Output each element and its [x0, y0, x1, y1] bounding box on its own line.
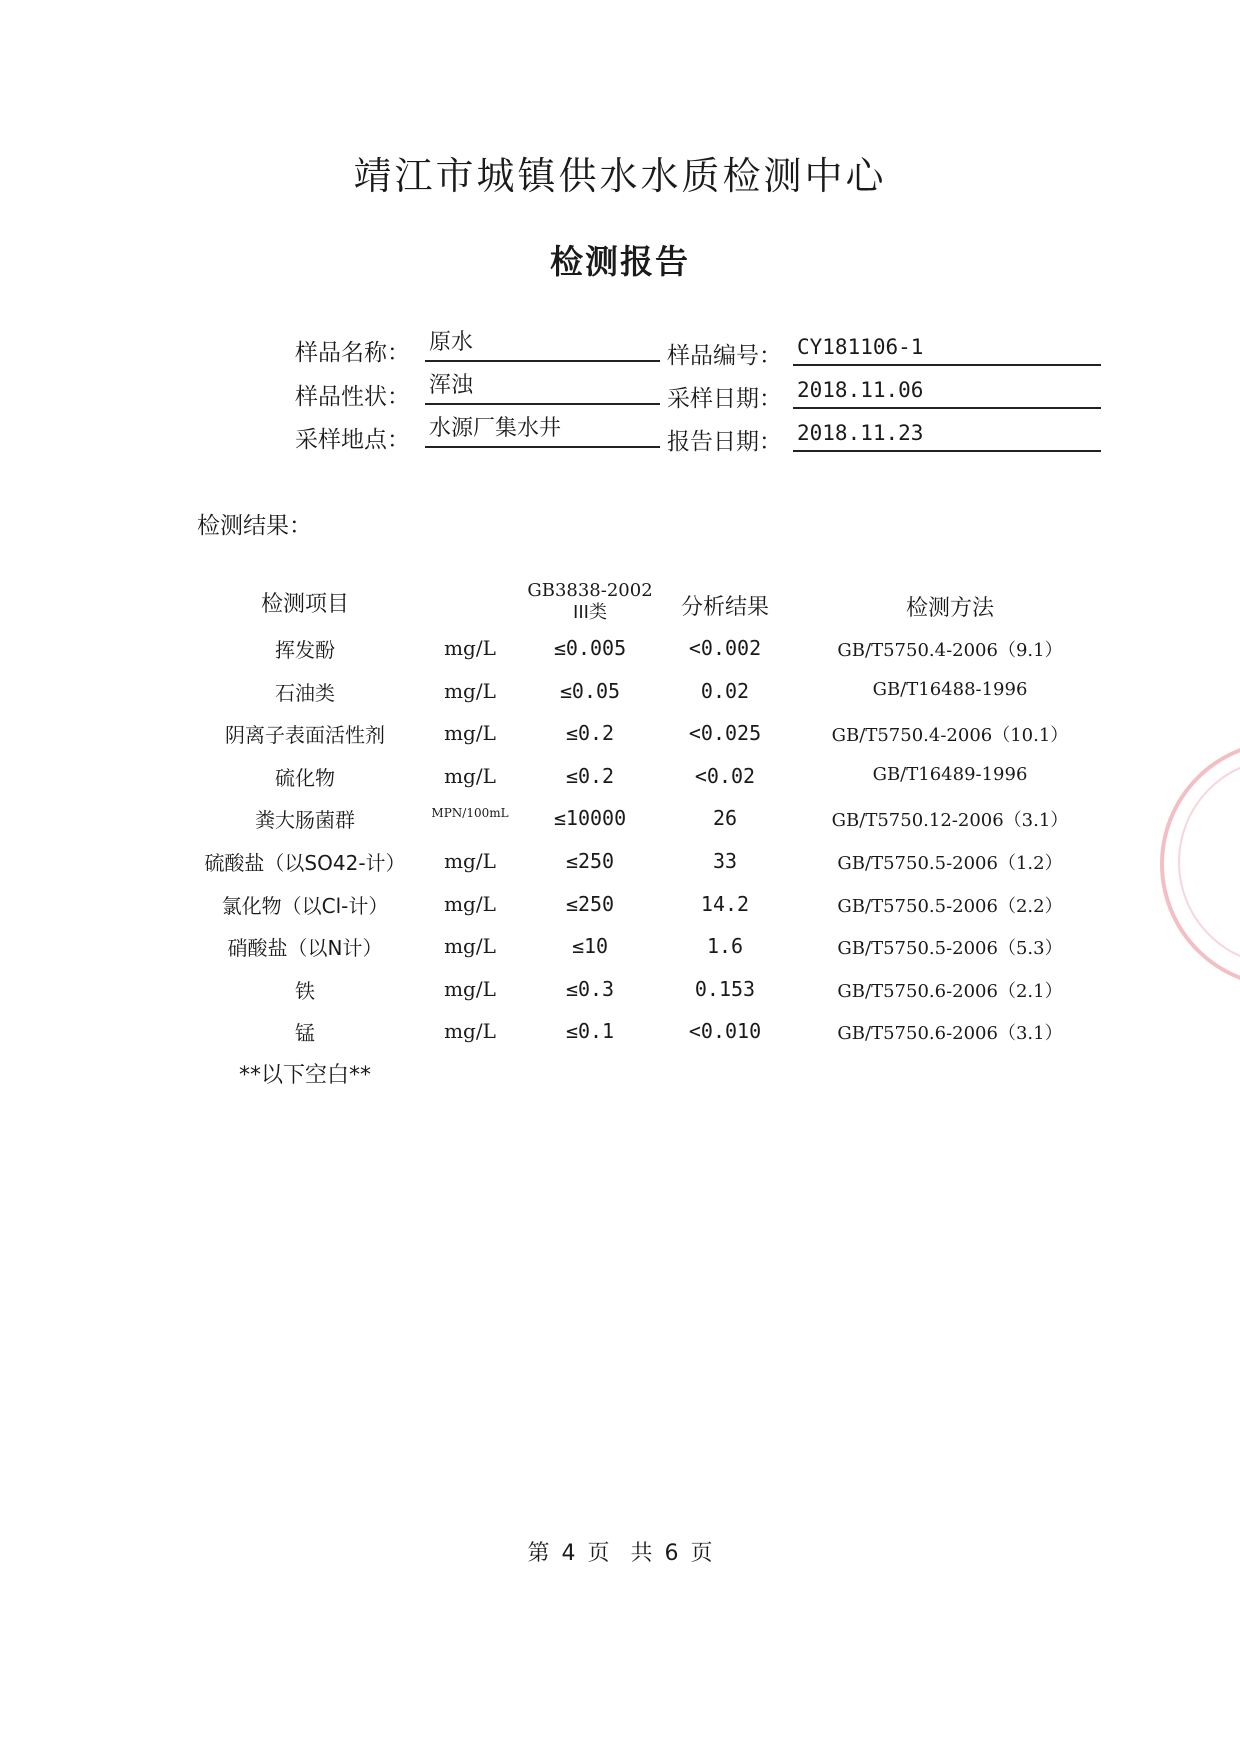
row-result: 0.02	[700, 679, 750, 703]
row-method: GB/T5750.6-2006（3.1）	[837, 1023, 1063, 1044]
row-standard: ≤10000	[553, 806, 627, 830]
row-standard: ≤0.1	[565, 1019, 615, 1043]
row-result: <0.025	[688, 721, 762, 745]
row-unit: mg/L	[444, 1019, 496, 1043]
page-total: 6	[664, 1541, 679, 1566]
report-date-label: 报告日期：	[667, 429, 782, 455]
row-item: 氯化物（以Cl-计）	[221, 894, 389, 918]
page-number: 4	[561, 1541, 576, 1566]
sample-state-value: 浑浊	[425, 371, 660, 405]
sample-date-value: 2018.11.06	[793, 375, 1101, 409]
sample-id-value: CY181106-1	[793, 332, 1101, 366]
row-result: <0.010	[688, 1019, 762, 1043]
row-item: 硫化物	[275, 766, 335, 790]
page-footer	[0, 1536, 1240, 1567]
col-header-standard-line1: GB3838-2002	[527, 580, 653, 601]
row-item: 锰	[295, 1021, 315, 1045]
col-header-item: 检测项目	[260, 592, 349, 617]
row-standard: ≤0.005	[553, 636, 627, 660]
sample-name-value: 原水	[425, 328, 660, 362]
row-standard: ≤250	[565, 892, 615, 916]
results-section-label: 检测结果：	[197, 513, 312, 539]
sample-state-label: 样品性状：	[295, 384, 410, 410]
row-item: 石油类	[275, 681, 335, 705]
report-date-value: 2018.11.23	[793, 418, 1101, 452]
row-method: GB/T5750.5-2006（2.2）	[837, 896, 1063, 917]
col-header-standard-line2: III类	[573, 602, 607, 623]
row-item: 硫酸盐（以SO42-计）	[204, 851, 406, 875]
row-method: GB/T5750.4-2006（9.1）	[837, 640, 1063, 661]
sample-date-label: 采样日期：	[667, 386, 782, 412]
row-unit: mg/L	[444, 636, 496, 660]
page-middle: 页 共	[587, 1541, 653, 1566]
row-item: 粪大肠菌群	[255, 808, 355, 832]
row-item: 挥发酚	[275, 638, 335, 662]
row-method: GB/T16488-1996	[872, 679, 1028, 700]
row-unit: mg/L	[444, 977, 496, 1001]
row-unit: mg/L	[444, 892, 496, 916]
row-method: GB/T5750.4-2006（10.1）	[831, 725, 1069, 746]
row-standard: ≤0.2	[565, 721, 615, 745]
row-standard: ≤10	[571, 934, 609, 958]
page-suffix: 页	[690, 1541, 713, 1566]
row-unit: mg/L	[444, 721, 496, 745]
row-unit: mg/L	[444, 764, 496, 788]
row-standard: ≤0.3	[565, 977, 615, 1001]
row-result: 26	[712, 806, 738, 830]
report-title: 检测报告	[550, 242, 690, 281]
row-result: <0.002	[688, 636, 762, 660]
row-item: 硝酸盐（以N计）	[227, 936, 383, 960]
row-result: <0.02	[694, 764, 756, 788]
row-standard: ≤250	[565, 849, 615, 873]
row-method: GB/T5750.5-2006（1.2）	[837, 853, 1063, 874]
row-result: 1.6	[706, 934, 744, 958]
row-unit: mg/L	[444, 849, 496, 873]
sample-name-label: 样品名称：	[295, 340, 410, 366]
row-standard: ≤0.2	[565, 764, 615, 788]
col-header-method: 检测方法	[905, 596, 994, 621]
col-header-result: 分析结果	[680, 595, 769, 620]
row-result: 0.153	[694, 977, 756, 1001]
sample-location-value: 水源厂集水井	[425, 414, 660, 448]
row-unit: mg/L	[444, 679, 496, 703]
row-result: 33	[712, 849, 738, 873]
row-unit: mg/L	[444, 934, 496, 958]
row-result: 14.2	[700, 892, 750, 916]
sample-location-label: 采样地点：	[295, 427, 410, 453]
row-method: GB/T5750.5-2006（5.3）	[837, 938, 1063, 959]
row-unit: MPN/100mL	[431, 806, 509, 820]
row-method: GB/T16489-1996	[872, 764, 1028, 785]
org-name: 靖江市城镇供水水质检测中心	[353, 154, 887, 198]
row-method: GB/T5750.12-2006（3.1）	[831, 810, 1069, 831]
blank-note: **以下空白**	[238, 1063, 371, 1088]
sample-id-label: 样品编号：	[667, 343, 782, 369]
col-header-standard	[520, 580, 660, 624]
row-item: 铁	[295, 979, 315, 1003]
row-standard: ≤0.05	[559, 679, 621, 703]
page-prefix: 第	[527, 1541, 550, 1566]
row-method: GB/T5750.6-2006（2.1）	[837, 981, 1063, 1002]
row-item: 阴离子表面活性剂	[225, 723, 385, 747]
